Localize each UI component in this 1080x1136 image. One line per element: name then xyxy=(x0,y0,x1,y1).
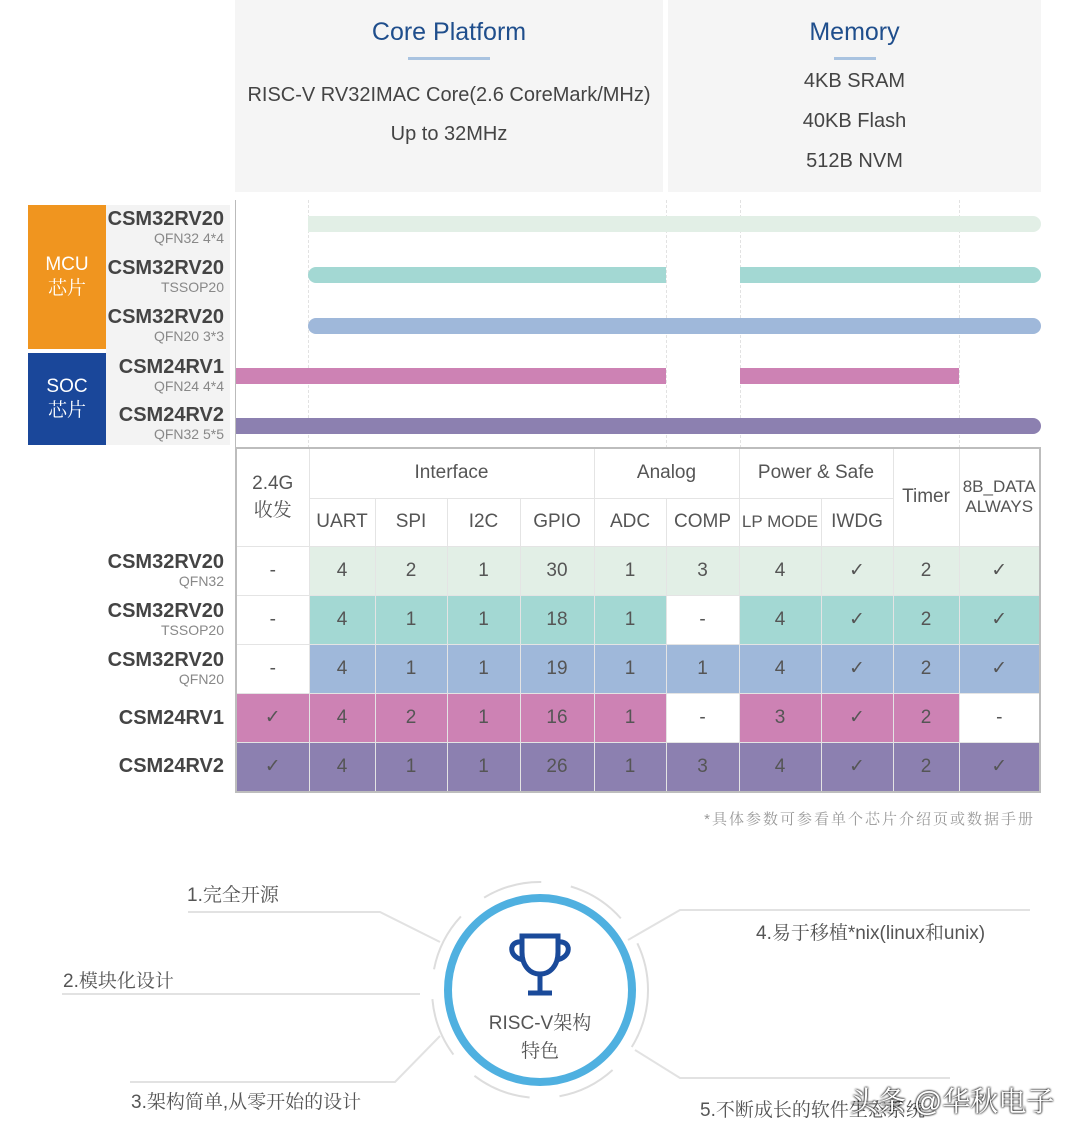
check-icon: ✓ xyxy=(236,742,309,792)
memory-spec-line: 512B NVM xyxy=(806,150,903,172)
table-row xyxy=(236,546,1040,595)
cell: 1 xyxy=(594,595,666,644)
chip-label xyxy=(108,257,224,295)
cell: 4 xyxy=(309,595,375,644)
cell: 2 xyxy=(893,595,959,644)
group-label-line: SOC xyxy=(46,376,88,397)
cell: 1 xyxy=(375,595,447,644)
chip-name: CSM32RV20 xyxy=(107,257,224,279)
cell: 2 xyxy=(893,644,959,693)
row-label xyxy=(108,600,224,638)
cell: 1 xyxy=(447,693,520,742)
feature-bar xyxy=(236,418,1041,434)
header-spi: SPI xyxy=(375,498,447,546)
check-icon: ✓ xyxy=(959,595,1040,644)
memory-spec-line: 4KB SRAM xyxy=(803,70,906,92)
row-label xyxy=(119,755,224,777)
cell: - xyxy=(236,546,309,595)
cell: 2 xyxy=(375,693,447,742)
cell: 2 xyxy=(375,546,447,595)
cell: 19 xyxy=(520,644,594,693)
cell: 2 xyxy=(893,546,959,595)
header-comp: COMP xyxy=(666,498,739,546)
core-spec-line: RISC-V RV32IMAC Core(2.6 CoreMark/MHz) xyxy=(247,84,651,106)
memory-spec-line: 40KB Flash xyxy=(802,110,907,132)
check-icon: ✓ xyxy=(959,742,1040,792)
cell: 16 xyxy=(520,693,594,742)
cell: 1 xyxy=(447,595,520,644)
cell: 4 xyxy=(739,742,821,792)
cell: 1 xyxy=(447,742,520,792)
center-label-line: RISC-V架构 xyxy=(488,1013,592,1034)
feature-item: 3.架构简单,从零开始的设计 xyxy=(131,1092,362,1113)
core-platform-panel xyxy=(235,0,663,192)
check-icon: ✓ xyxy=(821,742,893,792)
cell: - xyxy=(236,644,309,693)
table-row xyxy=(236,693,1040,742)
trophy-icon xyxy=(500,930,580,1000)
feature-item: 4.易于移植*nix(linux和unix) xyxy=(756,923,986,944)
check-icon: ✓ xyxy=(821,693,893,742)
row-chip-package: TSSOP20 xyxy=(160,622,224,638)
chip-name: CSM24RV2 xyxy=(118,404,224,426)
cell: 26 xyxy=(520,742,594,792)
chip-package: QFN20 3*3 xyxy=(153,328,224,344)
row-chip-name: CSM32RV20 xyxy=(107,649,224,671)
row-chip-name: CSM32RV20 xyxy=(107,551,224,573)
row-label xyxy=(108,551,224,589)
header-adc: ADC xyxy=(594,498,666,546)
spec-table xyxy=(235,447,1041,793)
row-chip-package: QFN20 xyxy=(178,671,224,687)
chip-label xyxy=(119,404,224,442)
cell: 1 xyxy=(594,546,666,595)
chip-package: QFN24 4*4 xyxy=(153,378,224,394)
header-iwdg: IWDG xyxy=(821,498,893,546)
feature-bar xyxy=(740,267,1041,283)
chip-package: QFN32 5*5 xyxy=(153,426,224,442)
header-radio: 2.4G 收发 xyxy=(236,448,309,546)
center-label xyxy=(460,1010,620,1066)
soc-group-label xyxy=(28,353,106,445)
title-underline xyxy=(834,57,876,60)
cell: 1 xyxy=(375,644,447,693)
table-row xyxy=(236,644,1040,693)
feature-item: 1.完全开源 xyxy=(187,885,279,906)
header-timer: Timer xyxy=(893,448,959,546)
feature-item: 5.不断成长的软件生态系统 xyxy=(700,1100,925,1121)
core-spec-line: Up to 32MHz xyxy=(390,123,508,145)
check-icon: ✓ xyxy=(821,644,893,693)
feature-bar xyxy=(308,318,1041,334)
mcu-group-label xyxy=(28,205,106,349)
cell: 1 xyxy=(447,546,520,595)
cell: 18 xyxy=(520,595,594,644)
chip-label xyxy=(119,356,224,394)
check-icon: ✓ xyxy=(821,595,893,644)
header-power: Power & Safe xyxy=(739,448,893,498)
row-chip-name: CSM24RV2 xyxy=(118,755,224,777)
bar-axis xyxy=(235,200,236,448)
cell: - xyxy=(236,595,309,644)
header-interface: Interface xyxy=(309,448,594,498)
cell: 4 xyxy=(739,595,821,644)
footnote: *具体参数可参看单个芯片介绍页或数据手册 xyxy=(704,811,1035,828)
cell: 4 xyxy=(309,693,375,742)
cell: 3 xyxy=(666,742,739,792)
cell: 3 xyxy=(739,693,821,742)
header-analog: Analog xyxy=(594,448,739,498)
cell: 2 xyxy=(893,742,959,792)
row-label xyxy=(108,649,224,687)
chip-label xyxy=(108,208,224,246)
chip-label xyxy=(108,306,224,344)
check-icon: ✓ xyxy=(236,693,309,742)
group-label-line: MCU xyxy=(45,254,89,275)
cell: 3 xyxy=(666,546,739,595)
cell: 30 xyxy=(520,546,594,595)
cell: 4 xyxy=(309,742,375,792)
feature-bar xyxy=(308,267,666,283)
chip-package: QFN32 4*4 xyxy=(153,230,224,246)
cell: 2 xyxy=(893,693,959,742)
cell: 4 xyxy=(309,546,375,595)
group-label-line: 芯片 xyxy=(47,400,86,421)
header-i2c: I2C xyxy=(447,498,520,546)
cell: 1 xyxy=(594,742,666,792)
cell: 4 xyxy=(309,644,375,693)
row-chip-package: QFN32 xyxy=(178,573,224,589)
cell: - xyxy=(666,595,739,644)
cell: 1 xyxy=(594,693,666,742)
table-row xyxy=(236,742,1040,792)
cell: 1 xyxy=(666,644,739,693)
memory-panel xyxy=(668,0,1041,192)
feature-item: 2.模块化设计 xyxy=(63,971,174,992)
header-lpmode: LP MODE xyxy=(739,498,821,546)
row-label xyxy=(119,707,224,729)
cell: 1 xyxy=(447,644,520,693)
chip-name: CSM24RV1 xyxy=(118,356,224,378)
cell: 1 xyxy=(375,742,447,792)
header-uart: UART xyxy=(309,498,375,546)
cell: 4 xyxy=(739,546,821,595)
title-underline xyxy=(408,57,490,60)
table-row xyxy=(236,595,1040,644)
header-gpio: GPIO xyxy=(520,498,594,546)
chip-name: CSM32RV20 xyxy=(107,208,224,230)
feature-bar xyxy=(740,368,959,384)
memory-title: Memory xyxy=(809,18,900,46)
cell: - xyxy=(959,693,1040,742)
check-icon: ✓ xyxy=(959,644,1040,693)
row-chip-name: CSM32RV20 xyxy=(107,600,224,622)
chip-list xyxy=(106,205,230,445)
header-always: 8B_DATA ALWAYS xyxy=(959,448,1040,546)
row-chip-name: CSM24RV1 xyxy=(118,707,224,729)
cell: 4 xyxy=(739,644,821,693)
check-icon: ✓ xyxy=(821,546,893,595)
cell: 1 xyxy=(594,644,666,693)
chip-package: TSSOP20 xyxy=(160,279,224,295)
feature-bar xyxy=(236,368,666,384)
core-platform-title: Core Platform xyxy=(371,18,527,46)
watermark: 头条 @华秋电子 xyxy=(850,1086,1055,1117)
center-label-line: 特色 xyxy=(520,1041,559,1062)
feature-bar xyxy=(308,216,1041,232)
chip-name: CSM32RV20 xyxy=(107,306,224,328)
group-label-line: 芯片 xyxy=(47,278,86,299)
check-icon: ✓ xyxy=(959,546,1040,595)
cell: - xyxy=(666,693,739,742)
